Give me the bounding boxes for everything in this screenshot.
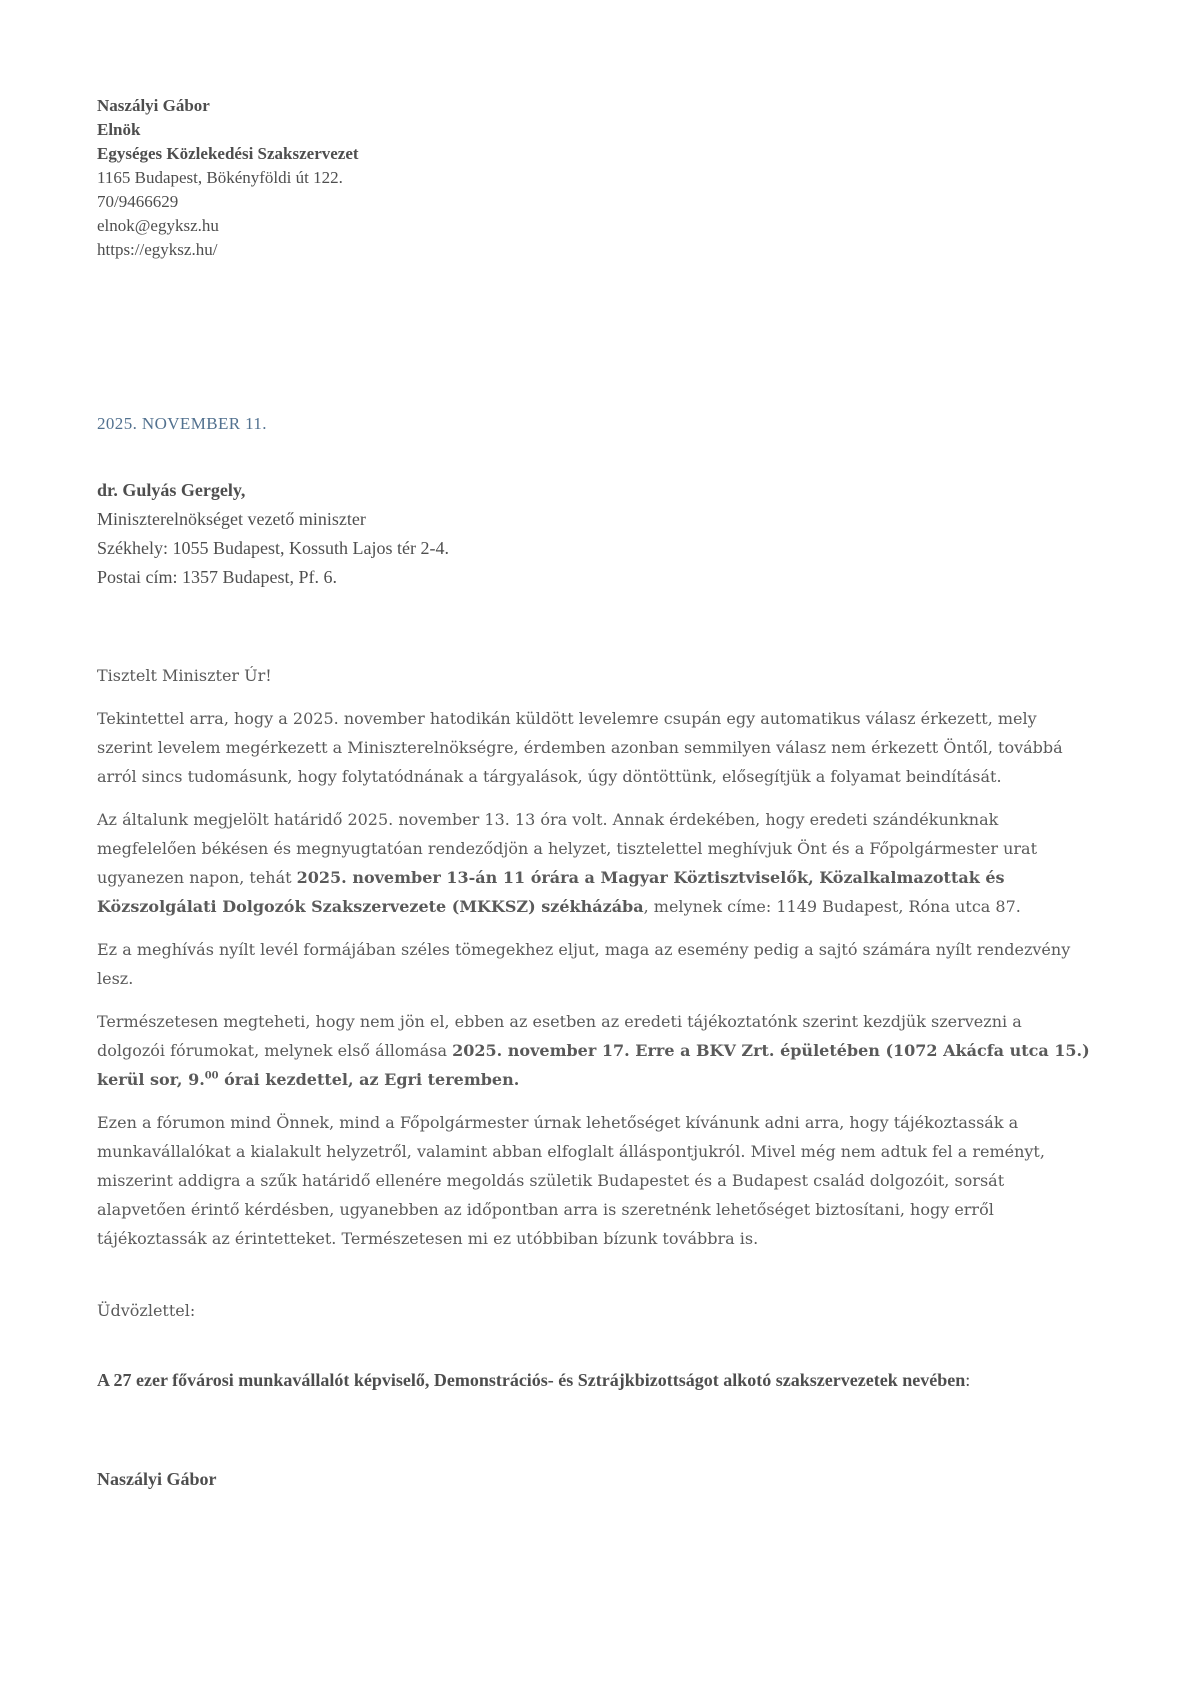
sender-email: elnok@egyksz.hu: [97, 216, 219, 235]
sender-address: 1165 Budapest, Bökényföldi út 122.: [97, 168, 343, 187]
paragraph-2: Az általunk megjelölt határidő 2025. november 13. 13 óra volt. Annak érdekében, hogy eredeti szándékunknak megfelelően békésen és megnyugtatóan rendeződjön a helyzet, tisztelettel meghívjuk Önt és a Főpolgármester urat ugyanezen napon, tehát 2025. november 13-án 11 órára a Magyar Köztisztviselők, Közalkalmazottak és Közszolgálati Dolgozók Szakszervezete (MKKSZ) székházába, melynek címe: 1149 Budapest, Róna utca 87.: [97, 810, 1037, 916]
paragraph-4: Természetesen megteheti, hogy nem jön el, ebben az esetben az eredeti tájékoztatónk szerint kezdjük szervezni a dolgozói fórumokat, melynek első állomása 2025. november 17. Erre a BKV Zrt. épületében (1072 Akácfa utca 15.) kerül sor, 9.00 órai kezdettel, az Egri teremben.: [97, 1012, 1090, 1089]
sender-organization: Egységes Közlekedési Szakszervezet: [97, 144, 359, 163]
sender-title: Elnök: [97, 120, 141, 139]
recipient-block: [97, 476, 1094, 592]
on-behalf-line: A 27 ezer fővárosi munkavállalót képviselő, Demonstrációs- és Sztrájkbizottságot alkotó szakszervezetek nevében:: [97, 1370, 971, 1390]
recipient-postal-address: Postai cím: 1357 Budapest, Pf. 6.: [97, 567, 337, 587]
paragraph-1: Tekintettel arra, hogy a 2025. november hatodikán küldött levelemre csupán egy automatikus válasz érkezett, mely szerint levelem megérkezett a Miniszterelnökségre, érdemben azonban semmilyen válasz nem érkezett Öntől, továbbá arról sincs tudomásunk, hogy folytatódnának a tárgyalások, úgy döntöttünk, elősegítjük a folyamat beindítását.: [97, 709, 1063, 786]
salutation: Tisztelt Miniszter Úr!: [97, 666, 272, 685]
sender-block: [97, 94, 1094, 262]
sender-website: https://egyksz.hu/: [97, 240, 218, 259]
recipient-seat-address: Székhely: 1055 Budapest, Kossuth Lajos tér 2-4.: [97, 538, 449, 558]
signature-name: Naszályi Gábor: [97, 1469, 217, 1489]
letter-body: [97, 661, 1094, 1325]
closing-salutation: Üdvözlettel:: [97, 1301, 196, 1320]
sender-name: Naszályi Gábor: [97, 96, 210, 115]
paragraph-5: Ezen a fórumon mind Önnek, mind a Főpolgármester úrnak lehetőséget kívánunk adni arra, hogy tájékoztassák a munkavállalókat a kialakult helyzetről, valamint abban elfoglalt álláspontjukról. Mivel még nem adtuk fel a reményt, miszerint addigra a szűk határidő ellenére megoldás születik Budapestet és a Budapest család dolgozóit, sorsát alapvetően érintő kérdésben, ugyanebben az időpontban arra is szeretnénk lehetőséget biztosítani, hogy erről tájékoztassák az érintetteket. Természetesen mi ez utóbbiban bízunk továbbra is.: [97, 1113, 1045, 1248]
recipient-name: dr. Gulyás Gergely,: [97, 480, 246, 500]
recipient-title: Miniszterelnökséget vezető miniszter: [97, 509, 366, 529]
paragraph-3: Ez a meghívás nyílt levél formájában széles tömegekhez eljut, maga az esemény pedig a sajtó számára nyílt rendezvény lesz.: [97, 940, 1071, 988]
letter-date: 2025. NOVEMBER 11.: [97, 414, 267, 433]
sender-phone: 70/9466629: [97, 192, 179, 211]
